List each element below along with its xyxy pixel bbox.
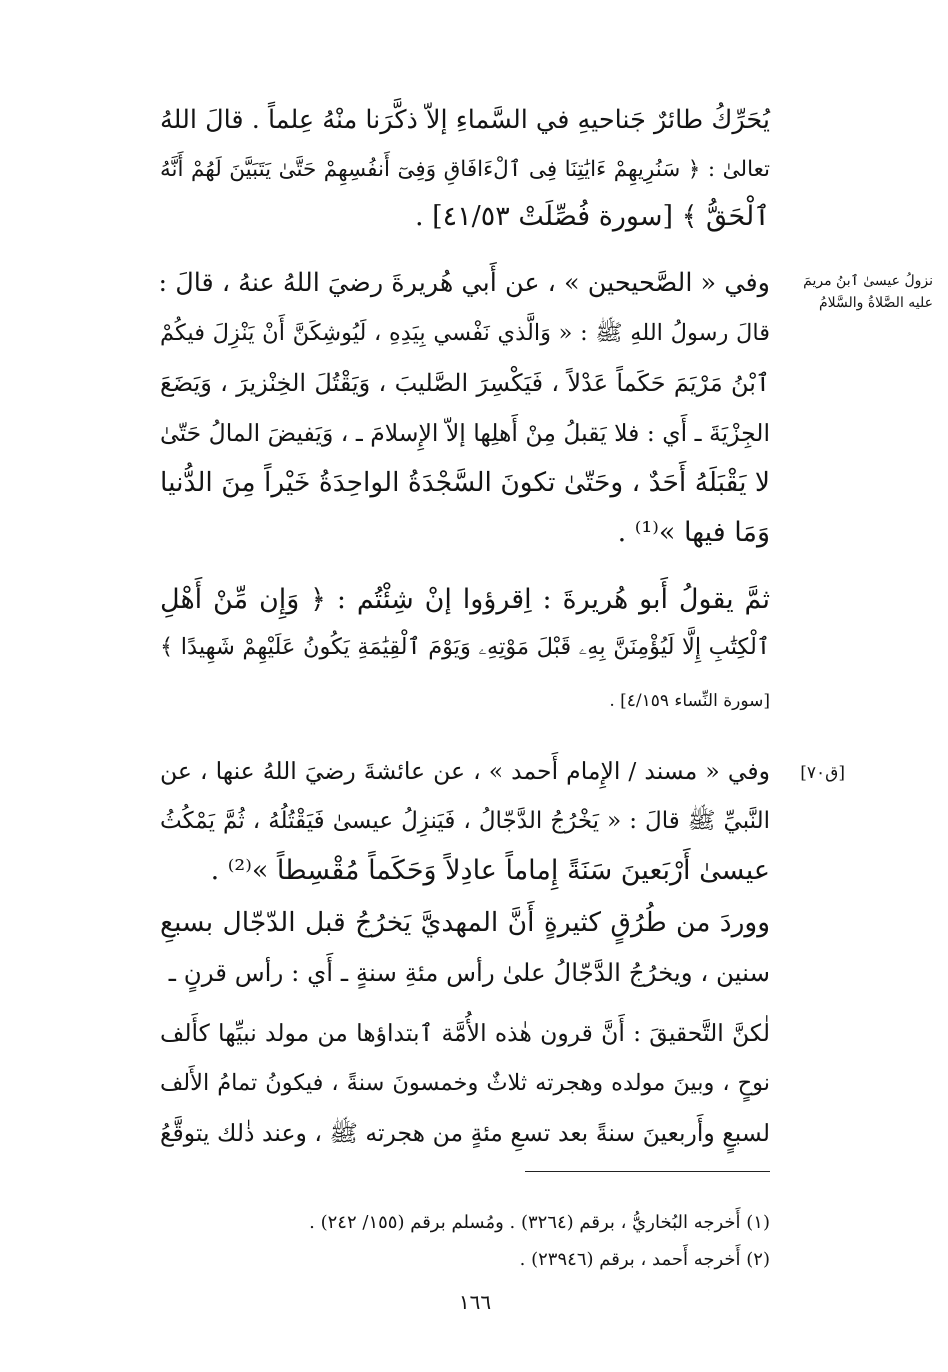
footnote-divider (525, 1171, 770, 1172)
text-line-9: وَمَا فيها »⁽¹⁾ . (617, 517, 770, 548)
footnote-1: (١) أَخرجه البُخاريُّ ، برقم (٣٢٦٤) . ومُسلم برقم (١٥٥/ ٢٤٢) . (309, 1212, 770, 1233)
margin-manuscript-folio: [ق٧٠] (800, 763, 845, 783)
margin-note-line-1: نزولُ عيسىٰ ٱبنُ مريمَ (803, 273, 933, 289)
text-line-20: لسبعٍ وأَربعينَ سنةً بعد تسعِ مئةٍ من هجرته ﷺ ، وعند ذٰلك يتوقَّعُ (160, 1119, 770, 1147)
text-line-16: ووردَ من طُرُقٍ كثيرةٍ أَنَّ المهديَّ يَخرُجُ قبل الدّجّال بسبعِ (160, 907, 770, 938)
text-line-1: يُحَرِّكُ طائرٌ جَناحيهِ في السَّماءِ إلاّ ذكَّرَنا منْهُ عِلماً . قالَ اللهُ (160, 105, 770, 135)
text-line-13: وفي « مسند / الإِمام أَحمد » ، عن عائشةَ رضيَ اللهُ عنها ، عن (160, 757, 770, 785)
text-line-8: لا يَقْبَلَهُ أَحَدٌ ، وحَتّىٰ تكونَ السَّجْدَةُ الواحِدَةُ خَيْراً مِنَ الدُّنيا (160, 467, 770, 498)
text-line-2-quran: تعالىٰ : ﴿ سَنُرِيهِمْ ءَايَٰتِنَا فِى ٱلْءَافَاقِ وَفِىٓ أَنفُسِهِمْ حَتَّىٰ يَتَبَيَّنَ لَهُمْ أَنَّهُ (160, 157, 770, 182)
text-line-6: ٱبْنُ مَرْيَمَ حَكَماً عَدْلاً ، فَيَكْسِرَ الصَّليبَ ، وَيَقْتُلَ الخِنْزيرَ ، وَيَضَعَ (160, 369, 770, 397)
text-line-3-quran-ref: ٱلْحَقُّ ﴾ [سورة فُصِّلَتْ ٤١/٥٣] . (414, 201, 770, 232)
text-line-18: لٰكنَّ التَّحقيقَ : أَنَّ قرون هٰذه الأُمَّة ٱبتداؤها من مولد نبيِّها كأَلف (160, 1019, 770, 1047)
text-line-11-quran: ٱلْكِتَٰبِ إِلَّا لَيُؤْمِنَنَّ بِهِۦ قَبْلَ مَوْتِهِۦ وَيَوْمَ ٱلْقِيَٰمَةِ يَكُونُ عَلَيْهِمْ شَهِيدًا ﴾ (160, 634, 770, 660)
page-number: ١٦٦ (458, 1290, 492, 1314)
text-line-17: سنين ، ويخرُجُ الدَّجّالُ علىٰ رأس مئةِ سنةٍ ـ أَي : رأس قرنٍ ـ (168, 958, 770, 987)
text-line-5: قالَ رسولُ اللهِ ﷺ : « وَالَّذي نَفْسي بِيَدِهِ ، لَيُوشِكَنَّ أَنْ يَنْزِلَ فيكُمْ (160, 320, 770, 346)
text-line-4: وفي « الصَّحيحين » ، عن أَبي هُريرةَ رضيَ اللهُ عنهُ ، قالَ : (158, 268, 770, 298)
text-line-14: النَّبيِّ ﷺ قالَ : « يَخْرُجُ الدَّجّالُ ، فَيَنزِلُ عيسىٰ فَيَقْتُلُهُ ، ثُمَّ يَمْكُثُ (160, 808, 770, 834)
text-line-12-quran-ref: [سورة النِّساء ٤/١٥٩] . (609, 691, 770, 711)
text-line-19: نوحٍ ، وبينَ مولده وهجرته ثلاثٌ وخمسونَ سنةً ، فيكونُ تمامُ الأَلف (160, 1070, 770, 1096)
text-line-7: الجِزْيَةَ ـ أَي : فلا يَقبلُ مِنْ أَهلِها إلاّ الإِسلامَ ـ ، وَيَفيضَ المالُ حَتّىٰ (160, 419, 770, 447)
margin-note-topic (783, 270, 933, 314)
margin-note-line-2: عليه الصَّلاةُ والسَّلامُ (818, 295, 933, 311)
text-line-15: عيسىٰ أَرْبَعينَ سَنَةً إِماماً عادِلاً وَحَكَماً مُقْسِطاً »⁽²⁾ . (210, 855, 770, 886)
text-line-10: ثمَّ يقولُ أَبو هُريرةَ : اِقرؤوا إنْ شِئْتُم : ﴿ وَإِن مِّنْ أَهْلِ (160, 584, 770, 615)
footnote-2: (٢) أَخرجه أَحمد ، برقم (٢٣٩٤٦) . (519, 1249, 770, 1270)
